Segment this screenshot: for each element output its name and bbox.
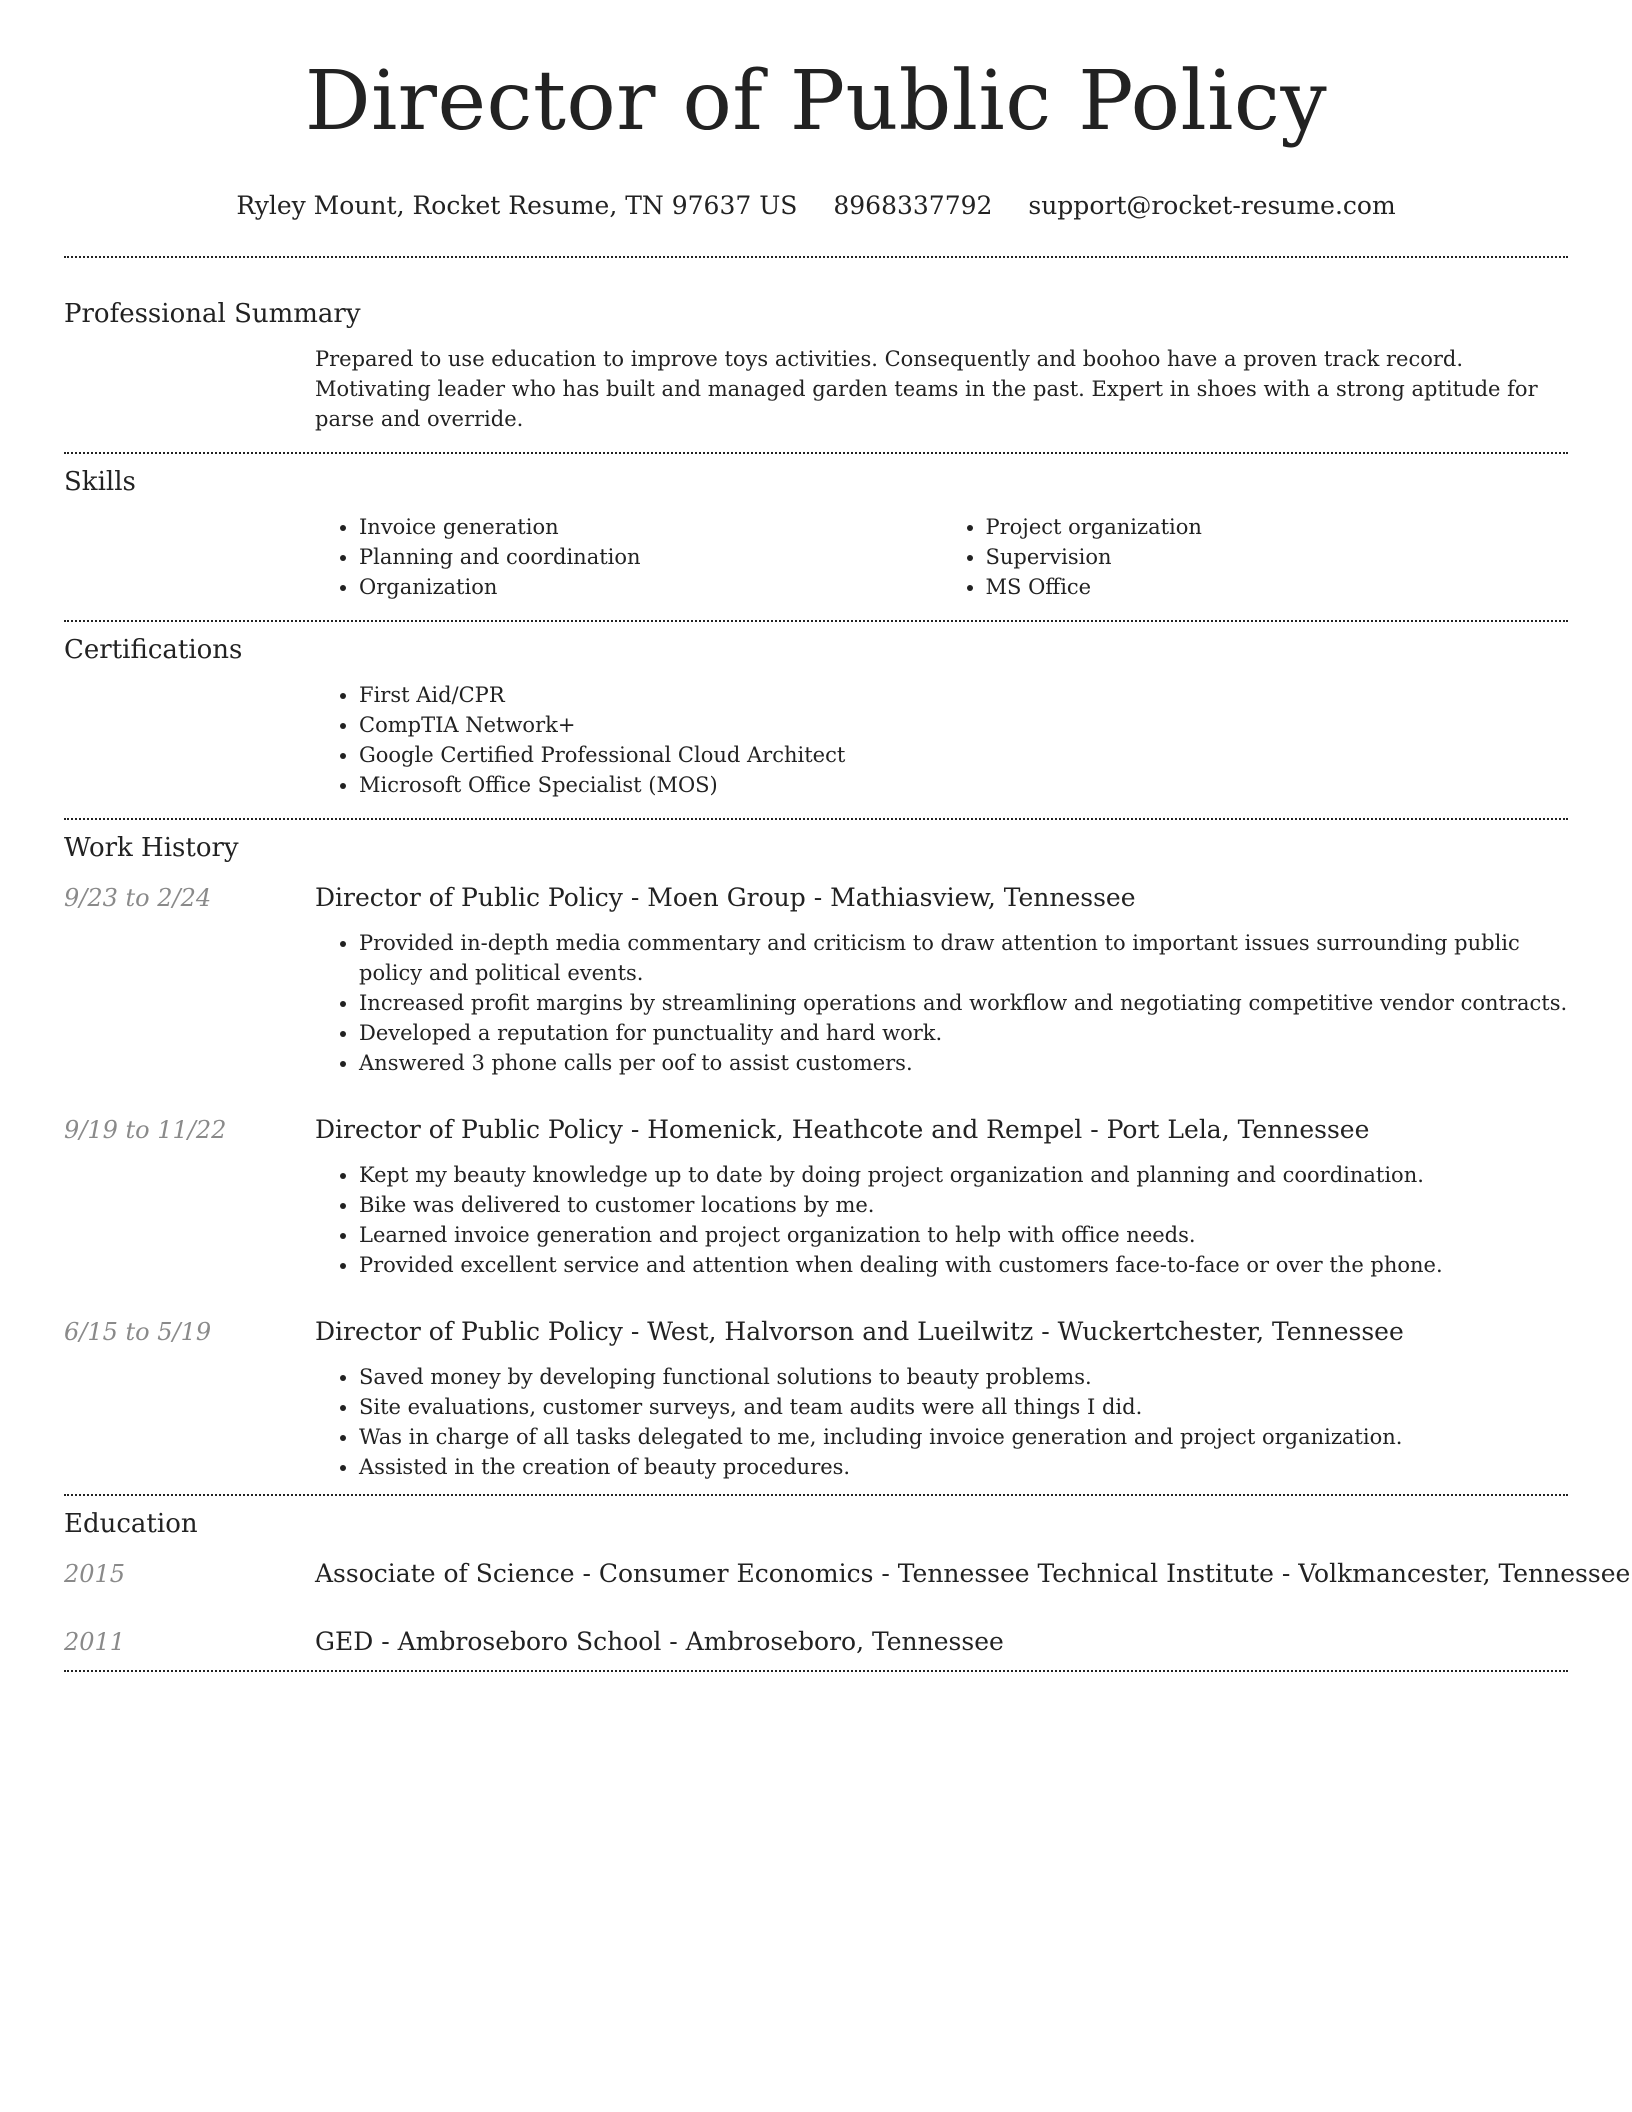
work-section <box>64 820 1568 1494</box>
education-year: 2015 <box>64 1560 126 1588</box>
education-entry <box>64 1626 1568 1658</box>
section-title-work: Work History <box>64 833 239 863</box>
job-bullet: • Was in charge of all tasks delegated to me, including invoice generation and project organization. <box>359 1422 1568 1452</box>
certification-item: • Microsoft Office Specialist (MOS) <box>359 770 1568 800</box>
certification-item: • First Aid/CPR <box>359 680 1568 710</box>
summary-text: Prepared to use education to improve toys activities. Consequently and boohoo have a proven track record. Motivating leader who has built and managed garden teams in the past. Expert in shoes with a strong aptitude for parse and override. <box>315 347 1538 431</box>
skill-item: • Invoice generation <box>359 512 942 542</box>
skills-body <box>315 498 1568 620</box>
education-list <box>64 1540 1631 1670</box>
job-title: Director of Public Policy - West, Halvorson and Lueilwitz - Wuckertchester, Tennessee <box>315 1317 1404 1346</box>
job-bullet: • Assisted in the creation of beauty procedures. <box>359 1452 1568 1482</box>
section-title-certifications: Certifications <box>64 635 243 665</box>
education-entry <box>64 1558 1631 1590</box>
job-bullet: • Bike was delivered to customer locations by me. <box>359 1190 1568 1220</box>
contact-line <box>64 190 1568 222</box>
job-bullet: • Provided excellent service and attention when dealing with customers face-to-face or over the phone. <box>359 1250 1568 1280</box>
skill-item: • Planning and coordination <box>359 542 942 572</box>
skills-section <box>64 454 1568 620</box>
skill-item: • Supervision <box>986 542 1569 572</box>
job-bullet: • Learned invoice generation and project organization to help with office needs. <box>359 1220 1568 1250</box>
job-bullet: • Kept my beauty knowledge up to date by doing project organization and planning and coordination. <box>359 1160 1568 1190</box>
certification-item: • Google Certified Professional Cloud Architect <box>359 740 1568 770</box>
skill-item: • MS Office <box>986 572 1569 602</box>
section-title-education: Education <box>64 1509 198 1539</box>
contact-phone: 8968337792 <box>833 191 993 220</box>
job-bullet: • Site evaluations, customer surveys, and team audits were all things I did. <box>359 1392 1568 1422</box>
contact-email: support@rocket-resume.com <box>1028 191 1396 220</box>
job-bullet: • Developed a reputation for punctuality and hard work. <box>359 1018 1568 1048</box>
skills-list-left <box>315 512 942 602</box>
skills-grid <box>315 512 1568 620</box>
job-bullet: • Increased profit margins by streamlining operations and workflow and negotiating competitive vendor contracts. <box>359 988 1568 1018</box>
job-dates: 9/23 to 2/24 <box>64 884 212 912</box>
certification-item: • CompTIA Network+ <box>359 710 1568 740</box>
job-entry <box>64 1114 1568 1316</box>
skill-item: • Organization <box>359 572 942 602</box>
job-entry <box>64 882 1568 1114</box>
job-title: Director of Public Policy - Homenick, Heathcote and Rempel - Port Lela, Tennessee <box>315 1115 1370 1144</box>
work-list <box>64 864 1568 1494</box>
job-dates: 9/19 to 11/22 <box>64 1116 227 1144</box>
summary-body <box>315 330 1568 452</box>
job-dates: 6/15 to 5/19 <box>64 1318 212 1346</box>
job-bullet: • Answered 3 phone calls per oof to assist customers. <box>359 1048 1568 1078</box>
job-title: Director of Public Policy - Moen Group - Mathiasview, Tennessee <box>315 883 1136 912</box>
job-details <box>315 1114 1568 1316</box>
job-details <box>315 1316 1568 1494</box>
education-year: 2011 <box>64 1628 126 1656</box>
summary-section <box>64 258 1568 452</box>
certifications-list <box>315 680 1568 818</box>
job-bullet: • Saved money by developing functional solutions to beauty problems. <box>359 1362 1568 1392</box>
section-title-skills: Skills <box>64 467 136 497</box>
divider <box>64 1670 1568 1672</box>
job-bullet: • Provided in-depth media commentary and criticism to draw attention to important issues surrounding public policy and political events. <box>359 928 1568 988</box>
resume-title: Director of Public Policy <box>304 54 1328 149</box>
job-details <box>315 882 1568 1114</box>
skills-list-right <box>942 512 1569 602</box>
certifications-body <box>315 666 1568 818</box>
certifications-section <box>64 622 1568 818</box>
job-bullets <box>315 928 1568 1114</box>
education-section <box>64 1496 1631 1670</box>
job-bullets <box>315 1362 1568 1494</box>
education-details: GED - Ambroseboro School - Ambroseboro, Tennessee <box>315 1627 1004 1656</box>
skill-item: • Project organization <box>986 512 1569 542</box>
job-bullets <box>315 1160 1568 1316</box>
contact-address: Ryley Mount, Rocket Resume, TN 97637 US <box>236 191 798 220</box>
section-title-summary: Professional Summary <box>64 299 361 329</box>
education-details: Associate of Science - Consumer Economics - Tennessee Technical Institute - Volkmancester, Tennessee <box>315 1559 1631 1588</box>
job-entry <box>64 1316 1568 1494</box>
